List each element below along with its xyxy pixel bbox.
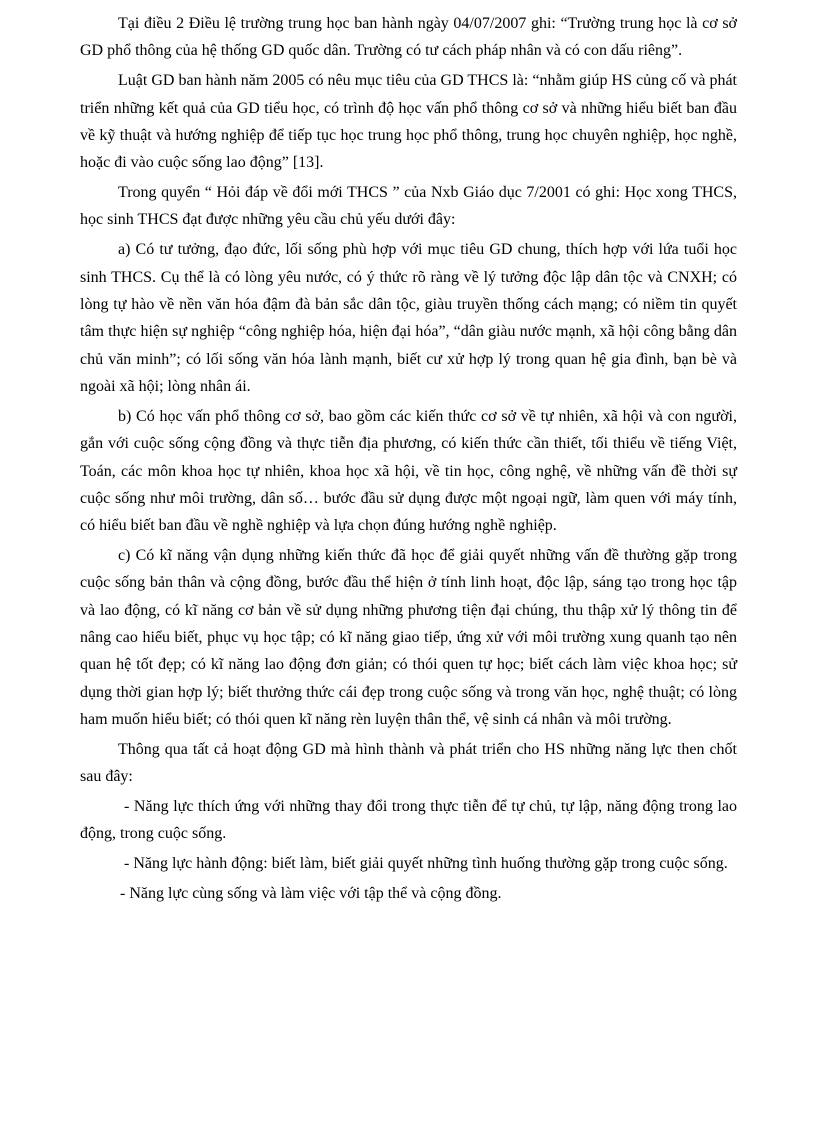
paragraph-requirement-c: c) Có kĩ năng vận dụng những kiến thức đã học để giải quyết những vấn đề thường gặp trong cuộc sống bản thân và cộng đồng, bước đầu thể hiện ở tính linh hoạt, độc lập, sáng tạo trong học tập và lao động, có kĩ năng cơ bản về sử dụng những phương tiện đại chúng, thu thập xử lý thông tin để nâng cao hiểu biết, phục vụ học tập; có kĩ năng giao tiếp, ứng xử với môi trường xung quanh tạo nên quan hệ tốt đẹp; có kĩ năng lao động đơn giản; có thói quen tự học; biết cách làm việc khoa học; sử dụng thời gian hợp lý; biết thưởng thức cái đẹp trong cuộc sống và trong văn học, nghệ thuật; có lòng ham muốn hiểu biết; có thói quen kĩ năng rèn luyện thân thể, vệ sinh cá nhân và môi trường.: [80, 547, 737, 728]
paragraph-education-law: Luật GD ban hành năm 2005 có nêu mục tiêu của GD THCS là: “nhằm giúp HS củng cố và phát triển những kết quả của GD tiểu học, có trình độ học vấn phổ thông cơ sở và những hiểu biết ban đầu về kỹ thuật và hướng nghiệp để tiếp tục học trung học phổ thông, trung học chuyên nghiệp, học nghề, hoặc đi vào cuộc sống lao động” [13].: [80, 72, 737, 172]
bullet-action: - Năng lực hành động: biết làm, biết giải quyết những tình huống thường gặp trong cuộc sống.: [124, 855, 728, 873]
paragraph-charter: Tại điều 2 Điều lệ trường trung học ban hành ngày 04/07/2007 ghi: “Trường trung học là cơ sở GD phổ thông của hệ thống GD quốc dân. Trường có tư cách pháp nhân và có con dấu riêng”.: [80, 15, 737, 60]
paragraph-requirement-a: a) Có tư tưởng, đạo đức, lối sống phù hợp với mục tiêu GD chung, thích hợp với lứa tuổi học sinh THCS. Cụ thể là có lòng yêu nước, có ý thức rõ ràng về lý tưởng độc lập dân tộc và CNXH; có lòng tự hào về nền văn hóa đậm đà bản sắc dân tộc, giàu truyền thống cách mạng; có niềm tin quyết tâm thực hiện sự nghiệp “công nghiệp hóa, hiện đại hóa”, “dân giàu nước mạnh, xã hội công bằng dân chủ văn minh”; có lối sống văn hóa lành mạnh, biết cư xử hợp lý trong quan hệ gia đình, bạn bè và ngoài xã hội; lòng nhân ái.: [80, 241, 737, 395]
bullet-adaptation: - Năng lực thích ứng với những thay đổi trong thực tiễn để tự chủ, tự lập, năng động trong lao động, trong cuộc sống.: [80, 798, 737, 843]
paragraph-requirement-b: b) Có học vấn phổ thông cơ sở, bao gồm các kiến thức cơ sở về tự nhiên, xã hội và con người, gắn với cuộc sống cộng đồng và thực tiễn địa phương, có kiến thức cần thiết, tối thiểu về tiếng Việt, Toán, các môn khoa học tự nhiên, khoa học xã hội, về tin học, công nghệ, về những vấn đề thời sự cuộc sống như môi trường, dân số… bước đầu sử dụng được một ngoại ngữ, làm quen với máy tính, có hiểu biết ban đầu về nghề nghiệp và lựa chọn đúng hướng nghề nghiệp.: [80, 407, 737, 535]
bullet-community: - Năng lực cùng sống và làm việc với tập thể và cộng đồng.: [120, 885, 502, 903]
document-page: [80, 10, 737, 910]
paragraph-qa-book: Trong quyển “ Hỏi đáp về đổi mới THCS ” của Nxb Giáo dục 7/2001 có ghi: Học xong THCS, học sinh THCS đạt được những yêu cầu chủ yếu dưới đây:: [80, 184, 737, 229]
paragraph-key-competencies: Thông qua tất cả hoạt động GD mà hình thành và phát triển cho HS những năng lực then chốt sau đây:: [80, 740, 737, 786]
